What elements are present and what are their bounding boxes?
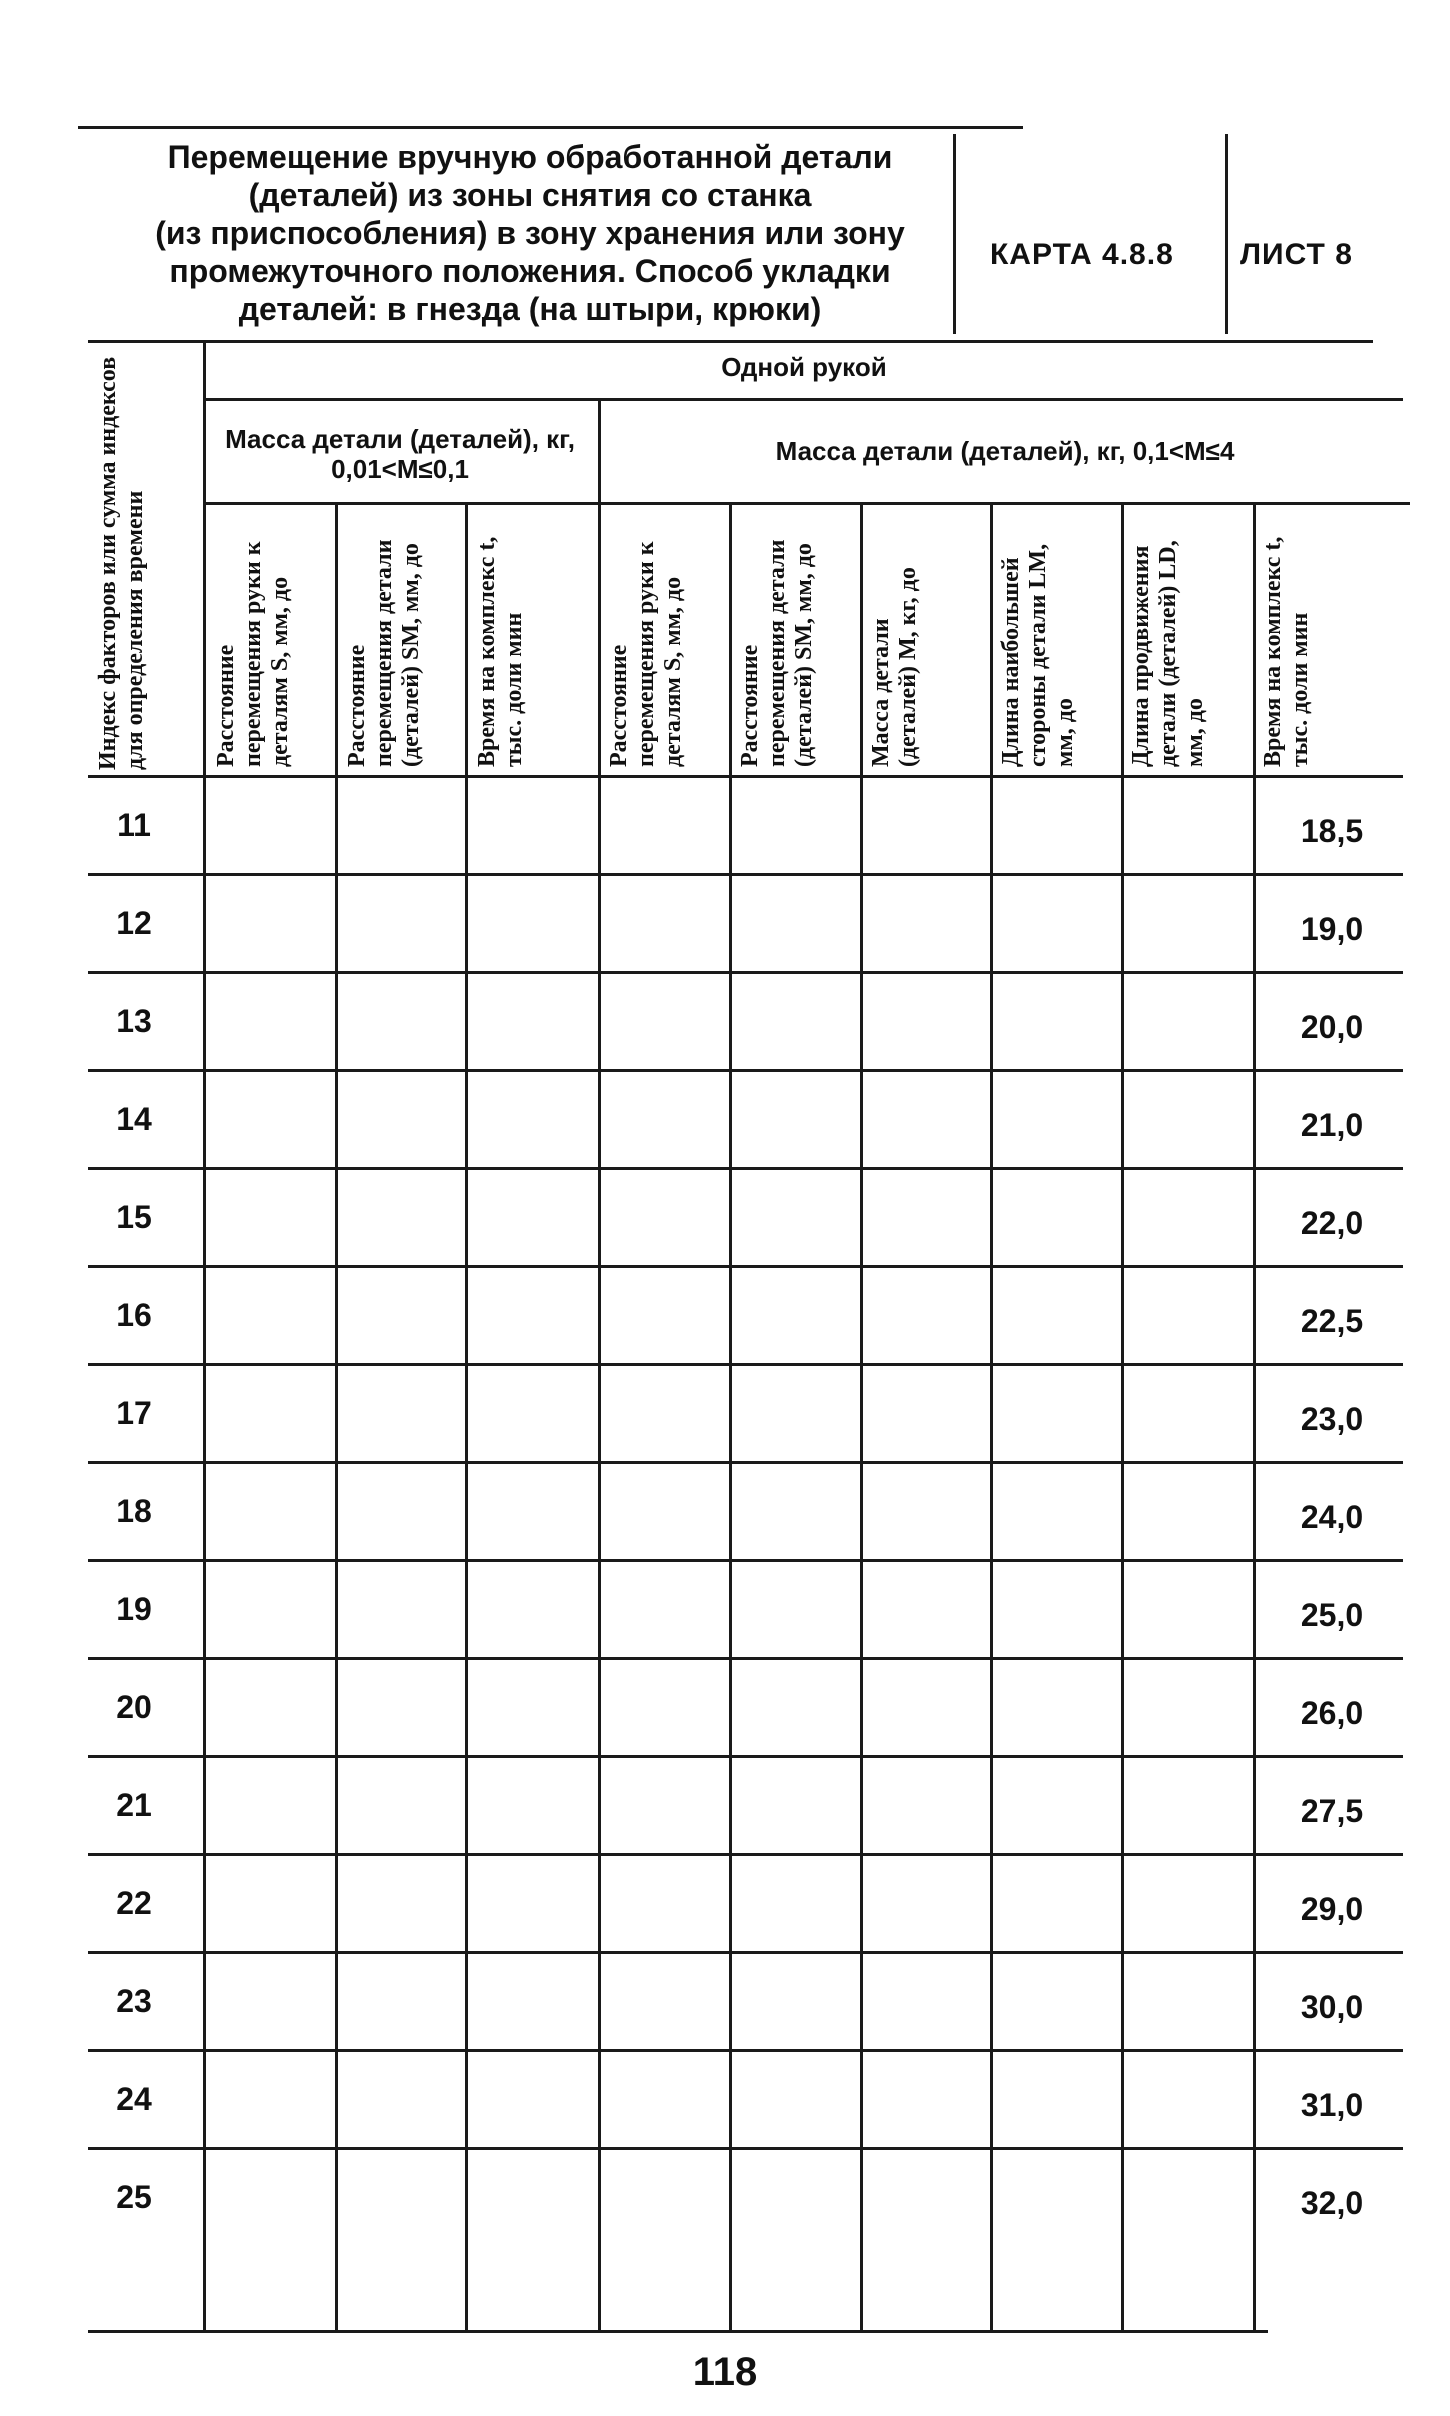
row-index: 12 bbox=[116, 905, 152, 941]
row-index: 16 bbox=[116, 1297, 152, 1333]
table-bottom-rule bbox=[88, 2330, 1268, 2333]
row-index: 23 bbox=[116, 1983, 152, 2019]
title-line: деталей: в гнезда (на штыри, крюки) bbox=[238, 291, 822, 327]
row-divider bbox=[88, 2147, 1403, 2150]
row-divider bbox=[88, 2049, 1403, 2052]
row-index: 18 bbox=[116, 1493, 152, 1529]
title-line: (деталей) из зоны снятия со станка bbox=[248, 177, 812, 213]
col-line-8 bbox=[1253, 502, 1256, 2330]
col-header-8: Длина продвижения детали (деталей) LD, мм, до bbox=[1128, 540, 1208, 767]
card-sheet-divider bbox=[1225, 134, 1228, 334]
group2-header: Масса детали (деталей), кг, 0,1<M≤4 bbox=[775, 436, 1235, 466]
title-card-divider bbox=[953, 134, 956, 334]
row-time: 22,0 bbox=[1300, 1205, 1364, 1241]
row-time: 18,5 bbox=[1300, 813, 1364, 849]
header-rule-3 bbox=[88, 775, 1403, 778]
title-line: (из приспособления) в зону хранения или зону bbox=[155, 215, 905, 251]
header-rule-2 bbox=[205, 502, 1410, 505]
title-line: Перемещение вручную обработанной детали bbox=[167, 139, 893, 175]
header-rule-1 bbox=[205, 398, 1403, 401]
col-line-5 bbox=[860, 502, 863, 2330]
col-line-6 bbox=[990, 502, 993, 2330]
index-column-header: Индекс факторов или сумма индексов для определения времени bbox=[95, 356, 148, 770]
row-index: 15 bbox=[116, 1199, 152, 1235]
row-index: 22 bbox=[116, 1885, 152, 1921]
row-index: 17 bbox=[116, 1395, 152, 1431]
top-rule bbox=[78, 126, 1023, 129]
col-header-7: Длина наибольшей стороны детали LM, мм, до bbox=[998, 543, 1078, 767]
page-number: 118 bbox=[692, 2350, 758, 2394]
row-time: 20,0 bbox=[1300, 1009, 1364, 1045]
row-divider bbox=[88, 1951, 1403, 1954]
row-divider bbox=[88, 1265, 1403, 1268]
row-index: 11 bbox=[117, 807, 151, 843]
row-time: 26,0 bbox=[1300, 1695, 1364, 1731]
col-header-6: Масса детали (деталей) M, кг, до bbox=[868, 567, 921, 767]
col-header-2: Расстояние перемещения детали (деталей) SM, мм, до bbox=[344, 539, 424, 767]
row-divider bbox=[88, 1167, 1403, 1170]
row-divider bbox=[88, 873, 1403, 876]
row-divider bbox=[88, 1363, 1403, 1366]
row-time: 27,5 bbox=[1300, 1793, 1364, 1829]
one-hand-header: Одной рукой bbox=[721, 352, 887, 382]
row-time: 23,0 bbox=[1300, 1401, 1364, 1437]
row-divider bbox=[88, 971, 1403, 974]
row-time: 22,5 bbox=[1300, 1303, 1364, 1339]
row-divider bbox=[88, 1853, 1403, 1856]
row-time: 29,0 bbox=[1300, 1891, 1364, 1927]
row-divider bbox=[88, 1559, 1403, 1562]
card-label: КАРТА 4.8.8 bbox=[990, 238, 1174, 271]
title-line: промежуточного положения. Способ укладки bbox=[169, 253, 891, 289]
col-header-1: Расстояние перемещения руки к деталям S, мм, до bbox=[213, 541, 293, 767]
col-line-1 bbox=[335, 502, 338, 2330]
col-header-5: Расстояние перемещения детали (деталей) SM, мм, до bbox=[737, 539, 817, 767]
row-divider bbox=[88, 1461, 1403, 1464]
col-line-0 bbox=[203, 340, 206, 2330]
col-header-3: Время на комплекс t, тыс. доли мин bbox=[474, 536, 527, 767]
row-index: 19 bbox=[116, 1591, 152, 1627]
row-time: 24,0 bbox=[1300, 1499, 1364, 1535]
row-time: 31,0 bbox=[1300, 2087, 1364, 2123]
row-time: 25,0 bbox=[1300, 1597, 1364, 1633]
row-index: 14 bbox=[116, 1101, 152, 1137]
table-top-rule bbox=[88, 340, 1373, 343]
col-line-4 bbox=[729, 502, 732, 2330]
col-line-2 bbox=[465, 502, 468, 2330]
card-title bbox=[120, 138, 940, 328]
col-header-4: Расстояние перемещения руки к деталям S, мм, до bbox=[606, 541, 686, 767]
row-time: 32,0 bbox=[1300, 2185, 1364, 2221]
row-time: 21,0 bbox=[1300, 1107, 1364, 1143]
row-index: 20 bbox=[116, 1689, 152, 1725]
row-time: 30,0 bbox=[1300, 1989, 1364, 2025]
sheet-label: ЛИСТ 8 bbox=[1240, 238, 1353, 271]
row-divider bbox=[88, 1755, 1403, 1758]
row-time: 19,0 bbox=[1300, 911, 1364, 947]
row-index: 13 bbox=[116, 1003, 152, 1039]
row-index: 25 bbox=[116, 2179, 152, 2215]
group1-header: Масса детали (деталей), кг, 0,01<M≤0,1 bbox=[225, 424, 575, 484]
row-index: 24 bbox=[116, 2081, 152, 2117]
row-divider bbox=[88, 1069, 1403, 1072]
row-index: 21 bbox=[116, 1787, 152, 1823]
row-divider bbox=[88, 1657, 1403, 1660]
col-header-9: Время на комплекс t, тыс. доли мин bbox=[1260, 536, 1313, 767]
col-line-7 bbox=[1121, 502, 1124, 2330]
